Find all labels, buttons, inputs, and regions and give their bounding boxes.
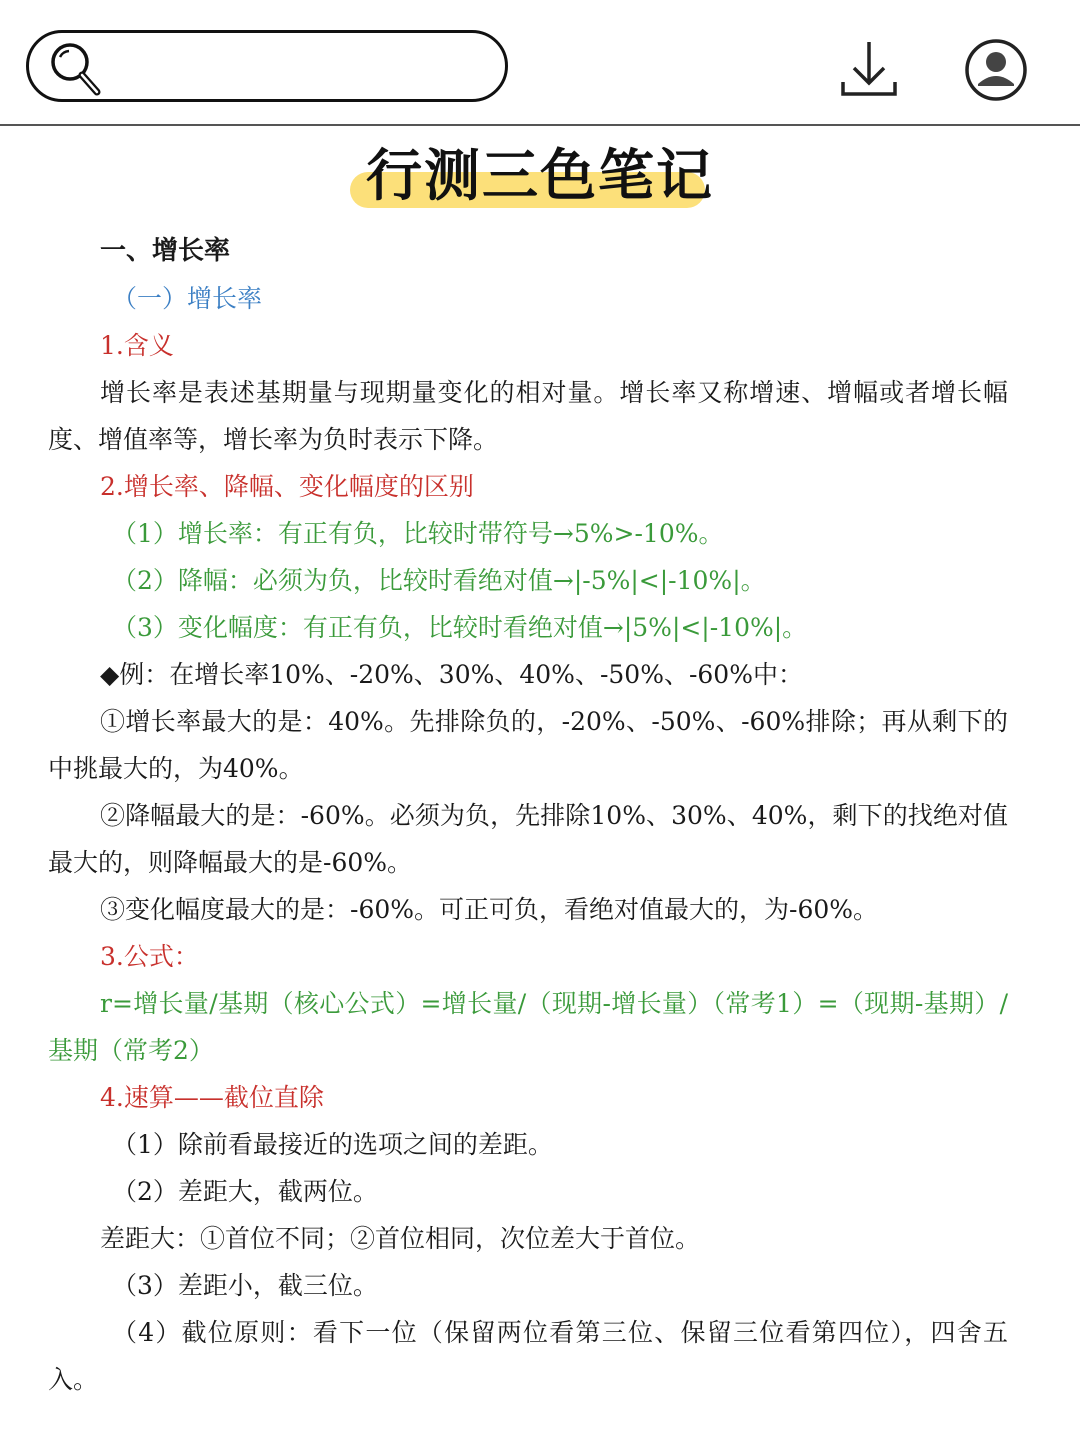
heading-formula: 3.公式： bbox=[100, 942, 199, 971]
search-input[interactable] bbox=[26, 30, 508, 102]
section-heading: 一、增长率 bbox=[100, 236, 231, 266]
difference-item: （2）降幅：必须为负，比较时看绝对值→|-5%|<|-10%|。 bbox=[112, 566, 766, 595]
subsection-heading: （一）增长率 bbox=[112, 284, 263, 313]
heading-calc: 4.速算——截位直除 bbox=[100, 1083, 324, 1112]
calc-item: （3）差距小，截三位。 bbox=[112, 1271, 378, 1300]
calc-item: （1）除前看最接近的选项之间的差距。 bbox=[112, 1130, 553, 1159]
calc-item: （4）截位原则：看下一位（保留两位看第三位、保留三位看第四位），四舍五入。 bbox=[48, 1318, 1008, 1394]
search-icon bbox=[47, 40, 103, 96]
example-intro: ◆例：在增长率10%、-20%、30%、40%、-50%、-60%中： bbox=[100, 660, 803, 689]
example-item: ③变化幅度最大的是：-60%。可正可负，看绝对值最大的，为-60%。 bbox=[100, 895, 879, 924]
top-bar bbox=[0, 0, 1080, 126]
calc-item: （2）差距大，截两位。 bbox=[112, 1177, 378, 1206]
page-title: 行测三色笔记 bbox=[366, 143, 714, 209]
example-item: ②降幅最大的是：-60%。必须为负，先排除10%、30%、40%，剩下的找绝对值最大的，则降幅最大的是-60%。 bbox=[48, 801, 1008, 877]
heading-meaning: 1.含义 bbox=[100, 331, 174, 360]
heading-difference: 2.增长率、降幅、变化幅度的区别 bbox=[100, 472, 474, 501]
user-icon[interactable] bbox=[964, 38, 1028, 102]
example-item: ①增长率最大的是：40%。先排除负的，-20%、-50%、-60%排除；再从剩下的中挑最大的，为40%。 bbox=[48, 707, 1008, 783]
note-content bbox=[48, 228, 1008, 1403]
difference-item: （3）变化幅度：有正有负，比较时看绝对值→|5%|<|-10%|。 bbox=[112, 613, 808, 642]
download-icon[interactable] bbox=[838, 38, 900, 100]
paragraph-meaning: 增长率是表述基期量与现期量变化的相对量。增长率又称增速、增幅或者增长幅度、增值率等，增长率为负时表示下降。 bbox=[48, 378, 1008, 454]
difference-item: （1）增长率：有正有负，比较时带符号→5%>-10%。 bbox=[112, 519, 724, 548]
formula-text: r=增长量/基期（核心公式）=增长量/（现期-增长量）（常考1）=（现期-基期）/基期（常考2） bbox=[48, 989, 1008, 1065]
calc-note: 差距大：①首位不同；②首位相同，次位差大于首位。 bbox=[100, 1224, 701, 1253]
